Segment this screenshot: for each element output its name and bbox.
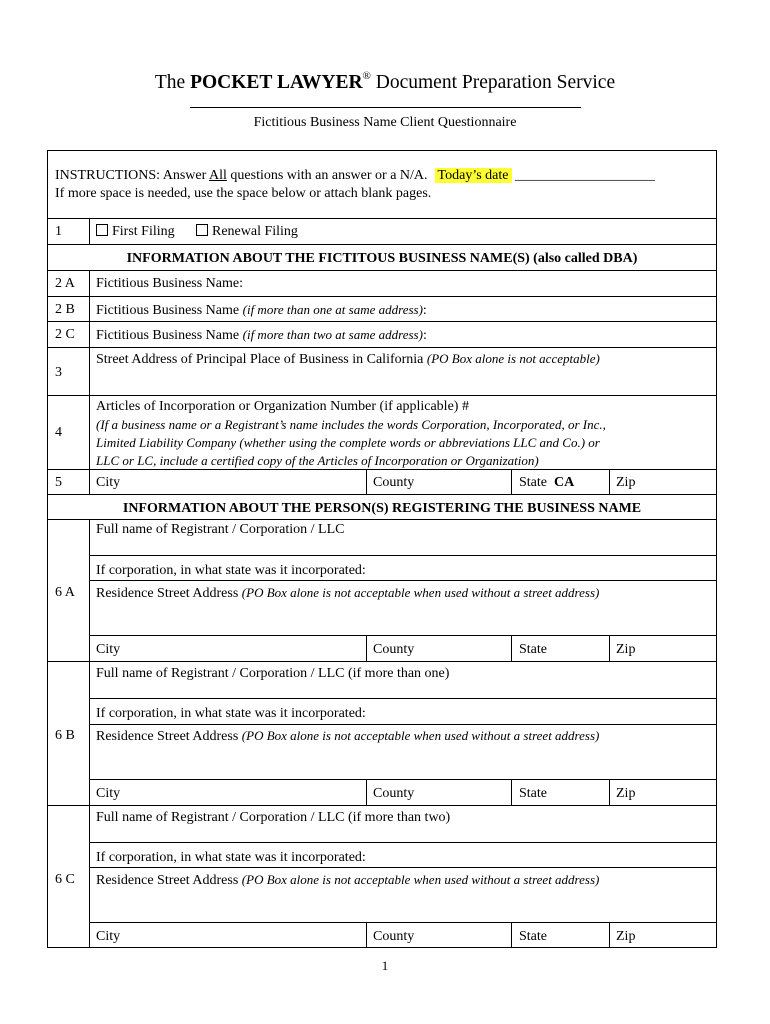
registrant-3-residence-address-field[interactable]: Residence Street Address (PO Box alone is not acceptable when used without a street address) <box>96 872 600 888</box>
registrant-2-state-field[interactable]: State <box>519 786 547 801</box>
brand-name: POCKET LAWYER <box>190 72 363 93</box>
registrant-2-incorporation-state-field[interactable]: If corporation, in what state was it incorporated: <box>96 706 366 721</box>
registrant-3-zip-field[interactable]: Zip <box>616 929 636 944</box>
section-heading-business-name: INFORMATION ABOUT THE FICTITOUS BUSINESS NAME(S) (also called DBA) <box>126 251 638 266</box>
principal-address-field[interactable]: Street Address of Principal Place of Business in California (PO Box alone is not acceptable) <box>96 351 600 367</box>
registrant-1-city-field[interactable]: City <box>96 642 121 657</box>
registrant-2-city-field[interactable]: City <box>96 786 121 801</box>
articles-note-line-3: LLC or LC, include a certified copy of the Articles of Incorporation or Organization) <box>96 453 539 468</box>
row-number: 4 <box>55 425 62 440</box>
registrant-3-county-field[interactable]: County <box>373 929 415 944</box>
fictitious-name-1-field[interactable]: Fictitious Business Name: <box>96 276 243 291</box>
registrant-1-zip-field[interactable]: Zip <box>616 642 636 657</box>
business-state-field[interactable]: State CA <box>519 475 575 490</box>
registrant-1-full-name-field[interactable]: Full name of Registrant / Corporation / LLC <box>96 522 345 537</box>
title-underline <box>190 107 581 108</box>
registrant-2-zip-field[interactable]: Zip <box>616 786 636 801</box>
first-filing-option[interactable]: First Filing <box>96 223 175 240</box>
registrant-number: 6 B <box>55 728 75 743</box>
business-city-field[interactable]: City <box>96 475 121 490</box>
registrant-2-residence-address-field[interactable]: Residence Street Address (PO Box alone is not acceptable when used without a street address) <box>96 728 600 744</box>
articles-note-line-2: Limited Liability Company (whether using the complete words or abbreviations LLC and Co.) or <box>96 435 600 450</box>
registrant-2-full-name-field[interactable]: Full name of Registrant / Corporation / LLC (if more than one) <box>96 666 450 681</box>
registrant-1-county-field[interactable]: County <box>373 642 415 657</box>
todays-date-label: Today’s date <box>435 168 512 183</box>
page-subtitle: Fictitious Business Name Client Questionnaire <box>253 115 517 130</box>
fictitious-name-3-field[interactable]: Fictitious Business Name (if more than two at same address): <box>96 327 427 343</box>
state-value: CA <box>554 475 575 490</box>
registrant-2-county-field[interactable]: County <box>373 786 415 801</box>
business-zip-field[interactable]: Zip <box>616 475 636 490</box>
registrant-3-full-name-field[interactable]: Full name of Registrant / Corporation / LLC (if more than two) <box>96 810 451 825</box>
registered-mark: ® <box>362 70 371 82</box>
row-number: 2 B <box>55 302 75 317</box>
registrant-3-city-field[interactable]: City <box>96 929 121 944</box>
registrant-1-state-field[interactable]: State <box>519 642 547 657</box>
row-number: 1 <box>55 224 62 239</box>
registrant-3-incorporation-state-field[interactable]: If corporation, in what state was it incorporated: <box>96 850 366 865</box>
row-number: 5 <box>55 475 62 490</box>
row-number: 3 <box>55 365 62 380</box>
instructions-line-1: INSTRUCTIONS: Answer All questions with an answer or a N/A. Today’s date ____________________ <box>55 168 655 183</box>
articles-number-field[interactable]: Articles of Incorporation or Organization Number (if applicable) # <box>96 399 469 414</box>
renewal-filing-option[interactable]: Renewal Filing <box>196 223 298 240</box>
page-title: The POCKET LAWYER® Document Preparation Service <box>154 70 616 93</box>
instructions-line-2: If more space is needed, use the space below or attach blank pages. <box>55 186 432 201</box>
first-filing-checkbox[interactable] <box>96 224 108 236</box>
articles-note-line-1: (If a business name or a Registrant’s name includes the words Corporation, Incorporated, or Inc., <box>96 417 606 432</box>
row-number: 2 C <box>55 327 75 342</box>
fictitious-name-2-field[interactable]: Fictitious Business Name (if more than one at same address): <box>96 302 427 318</box>
registrant-number: 6 A <box>55 585 75 600</box>
todays-date-field[interactable]: ____________________ <box>515 168 655 183</box>
registrant-1-incorporation-state-field[interactable]: If corporation, in what state was it incorporated: <box>96 563 366 578</box>
registrant-1-residence-address-field[interactable]: Residence Street Address (PO Box alone is not acceptable when used without a street address) <box>96 585 600 601</box>
page-number: 1 <box>381 958 389 973</box>
registrant-number: 6 C <box>55 872 75 887</box>
registrant-3-state-field[interactable]: State <box>519 929 547 944</box>
section-heading-registrants: INFORMATION ABOUT THE PERSON(S) REGISTERING THE BUSINESS NAME <box>122 501 642 516</box>
renewal-filing-checkbox[interactable] <box>196 224 208 236</box>
row-number: 2 A <box>55 276 75 291</box>
business-county-field[interactable]: County <box>373 475 415 490</box>
